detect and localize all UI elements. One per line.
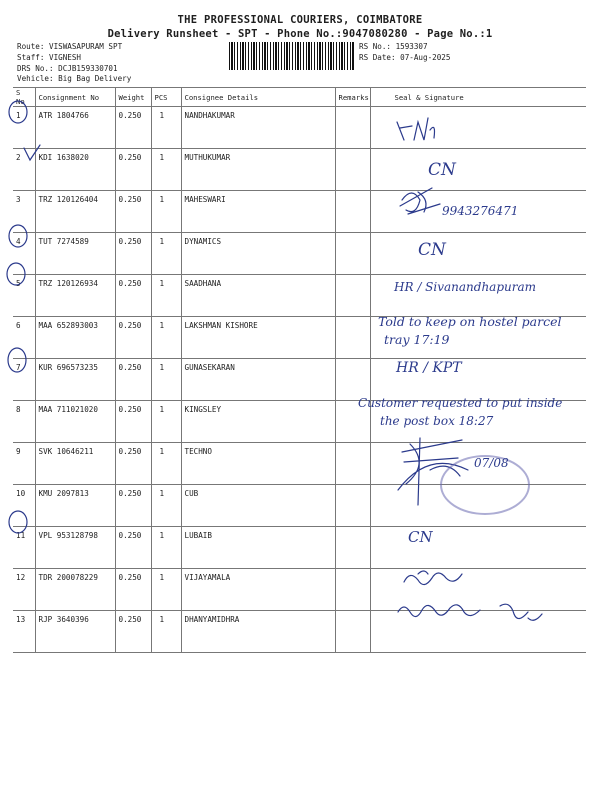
- handwritten-note-row8-line2: the post box 18:27: [380, 414, 494, 428]
- weight: 0.250: [115, 317, 151, 359]
- pcs: 1: [151, 317, 181, 359]
- pcs: 1: [151, 275, 181, 317]
- circle-mark-5: [7, 263, 25, 285]
- row-sno: 3: [13, 191, 35, 233]
- consignment-no: ATR 1804766: [35, 107, 115, 149]
- pcs: 1: [151, 443, 181, 485]
- weight: 0.250: [115, 191, 151, 233]
- pcs: 1: [151, 107, 181, 149]
- signature-row-3: [400, 188, 440, 214]
- staff-text: Staff: VIGNESH: [17, 53, 82, 62]
- consignee-name: LAKSHMAN KISHORE: [181, 317, 335, 359]
- row-sno: 4: [13, 233, 35, 275]
- col-header-signature: Seal & Signature: [370, 88, 586, 107]
- weight: 0.250: [115, 107, 151, 149]
- handwritten-note-row7: HR / KPT: [396, 360, 462, 376]
- handwritten-note-row8-line1: Customer requested to put inside: [358, 396, 563, 410]
- pcs: 1: [151, 485, 181, 527]
- pcs: 1: [151, 191, 181, 233]
- consignment-no: SVK 10646211: [35, 443, 115, 485]
- handwritten-cn-row11: CN: [408, 528, 433, 546]
- page-subtitle: Delivery Runsheet - SPT - Phone No.:9047080280 - Page No.:1: [107, 28, 493, 40]
- consignee-name: GUNASEKARAN: [181, 359, 335, 401]
- consignment-no: TUT 7274589: [35, 233, 115, 275]
- pcs: 1: [151, 527, 181, 569]
- weight: 0.250: [115, 569, 151, 611]
- handwritten-date-row10: 07/08: [474, 456, 509, 470]
- consignee-name: MUTHUKUMAR: [181, 149, 335, 191]
- handwritten-cn-row4: CN: [418, 240, 446, 260]
- circle-mark-7: [8, 348, 26, 372]
- consignment-no: MAA 711021020: [35, 401, 115, 443]
- consignment-no: VPL 953128798: [35, 527, 115, 569]
- consignee-name: CUB: [181, 485, 335, 527]
- col-header-pcs: PCS: [151, 88, 181, 107]
- consignment-no: KDI 1638020: [35, 149, 115, 191]
- row-sno: 7: [13, 359, 35, 401]
- page-title: THE PROFESSIONAL COURIERS, COIMBATORE: [177, 14, 423, 26]
- pcs: 1: [151, 569, 181, 611]
- weight: 0.250: [115, 275, 151, 317]
- route-text: Route: VISWASAPURAM SPT: [17, 42, 123, 51]
- consignee-name: DYNAMICS: [181, 233, 335, 275]
- consignee-name: SAADHANA: [181, 275, 335, 317]
- circle-mark-1: [9, 101, 27, 123]
- rs-number: RS No.: 1593307: [359, 42, 428, 51]
- handwritten-note-row6-line2: tray 17:19: [384, 332, 450, 347]
- consignee-name: TECHNO: [181, 443, 335, 485]
- tick-mark-2: [24, 145, 40, 160]
- pcs: 1: [151, 401, 181, 443]
- row-sno: 9: [13, 443, 35, 485]
- pcs: 1: [151, 149, 181, 191]
- signature-row-1: [397, 118, 435, 140]
- row-sno: 5: [13, 275, 35, 317]
- weight: 0.250: [115, 149, 151, 191]
- consignment-no: RJP 3640396: [35, 611, 115, 653]
- pcs: 1: [151, 359, 181, 401]
- row-sno: 13: [13, 611, 35, 653]
- consignment-no: MAA 652893003: [35, 317, 115, 359]
- consignee-name: KINGSLEY: [181, 401, 335, 443]
- weight: 0.250: [115, 443, 151, 485]
- signature-row-12: [404, 571, 462, 585]
- row-sno: 10: [13, 485, 35, 527]
- consignee-name: LUBAIB: [181, 527, 335, 569]
- consignee-name: MAHESWARI: [181, 191, 335, 233]
- pcs: 1: [151, 233, 181, 275]
- consignment-no: TRZ 120126404: [35, 191, 115, 233]
- col-header-remarks: Remarks: [335, 88, 370, 107]
- circle-mark-11: [9, 511, 27, 533]
- handwritten-note-row6-line1: Told to keep on hostel parcel: [378, 314, 562, 329]
- weight: 0.250: [115, 611, 151, 653]
- handwritten-cn-row2: CN: [428, 160, 456, 180]
- consignment-no: KMU 2097813: [35, 485, 115, 527]
- row-sno: 11: [13, 527, 35, 569]
- circle-mark-4: [9, 225, 27, 247]
- vehicle-text: Vehicle: Big Bag Delivery: [17, 74, 132, 83]
- row-sno: 12: [13, 569, 35, 611]
- col-header-sno: S No: [13, 88, 35, 107]
- rs-date: RS Date: 07-Aug-2025: [359, 53, 451, 62]
- consignment-no: TDR 200078229: [35, 569, 115, 611]
- consignee-name: DHANYAMIDHRA: [181, 611, 335, 653]
- weight: 0.250: [115, 485, 151, 527]
- pcs: 1: [151, 611, 181, 653]
- weight: 0.250: [115, 359, 151, 401]
- row-sno: 2: [13, 149, 35, 191]
- handwritten-phone-row3: 9943276471: [442, 204, 519, 218]
- col-header-consignee: Consignee Details: [181, 88, 335, 107]
- row-sno: 8: [13, 401, 35, 443]
- consignee-name: VIJAYAMALA: [181, 569, 335, 611]
- signature-row-13: [398, 604, 542, 620]
- weight: 0.250: [115, 233, 151, 275]
- col-header-weight: Weight: [115, 88, 151, 107]
- weight: 0.250: [115, 527, 151, 569]
- handwritten-note-row5: HR / Sivanandhapuram: [394, 280, 537, 294]
- consignment-no: KUR 696573235: [35, 359, 115, 401]
- weight: 0.250: [115, 401, 151, 443]
- col-header-consignment: Consignment No: [35, 88, 115, 107]
- row-sno: 6: [13, 317, 35, 359]
- consignment-no: TRZ 120126934: [35, 275, 115, 317]
- row-sno: 1: [13, 107, 35, 149]
- drs-number: DRS No.: DCJB159330701: [17, 64, 118, 73]
- consignee-name: NANDHAKUMAR: [181, 107, 335, 149]
